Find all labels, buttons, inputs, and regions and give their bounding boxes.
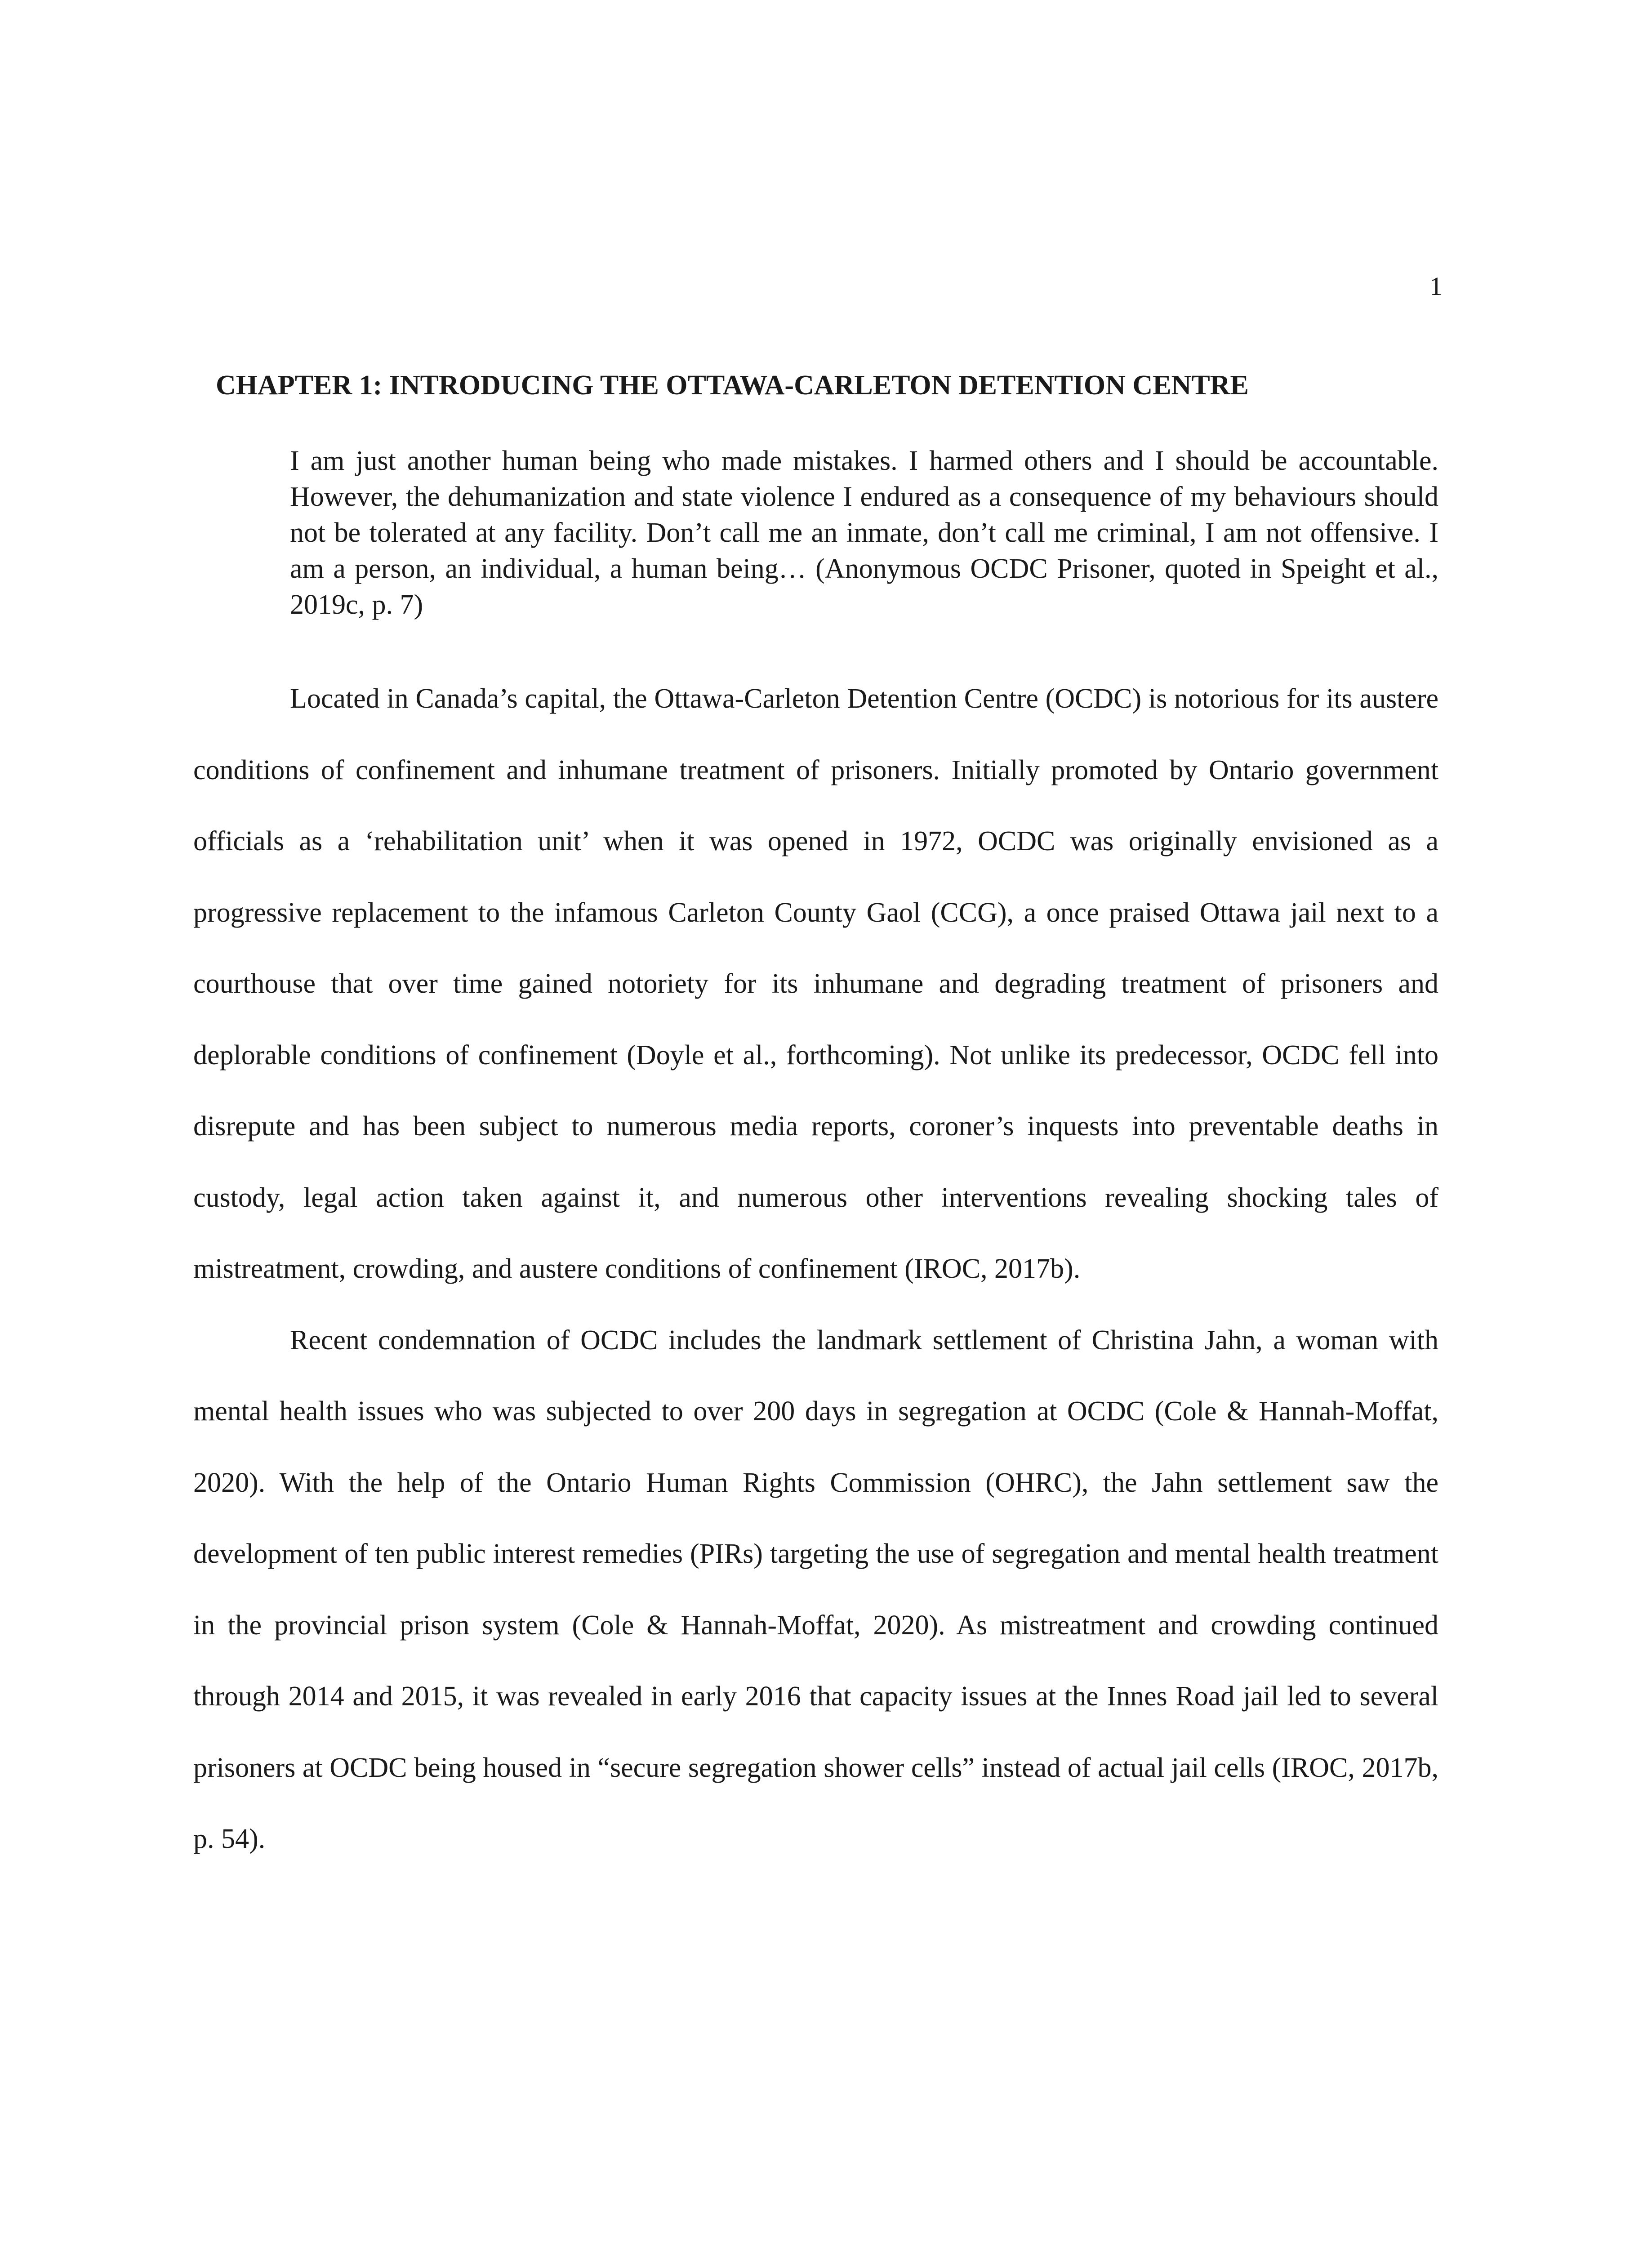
body-text [193, 663, 1438, 1875]
page-number: 1 [1429, 272, 1443, 301]
chapter-title: CHAPTER 1: INTRODUCING THE OTTAWA-CARLETON DETENTION CENTRE [216, 370, 1249, 401]
epigraph-quote: I am just another human being who made mistakes. I harmed others and I should be accountable. However, the dehumanization and state violence I endured as a consequence of my behaviours should not be tolerated at any facility. Don’t call me an inmate, don’t call me criminal, I am not offensive. I am a person, an individual, a human being… (Anonymous OCDC Prisoner, quoted in Speight et al., 2019c, p. 7) [290, 446, 1438, 620]
body-paragraph-1: Located in Canada’s capital, the Ottawa-Carleton Detention Centre (OCDC) is notorious for its austere conditions of confinement and inhumane treatment of prisoners. Initially promoted by Ontario government officials as a ‘rehabilitation unit’ when it was opened in 1972, OCDC was originally envisioned as a progressive replacement to the infamous Carleton County Gaol (CCG), a once praised Ottawa jail next to a courthouse that over time gained notoriety for its inhumane and degrading treatment of prisoners and deplorable conditions of confinement (Doyle et al., forthcoming). Not unlike its predecessor, OCDC fell into disrepute and has been subject to numerous media reports, coroner’s inquests into preventable deaths in custody, legal action taken against it, and numerous other interventions revealing shocking tales of mistreatment, crowding, and austere conditions of confinement (IROC, 2017b). [193, 683, 1438, 1284]
body-paragraph-2: Recent condemnation of OCDC includes the landmark settlement of Christina Jahn, a woman with mental health issues who was subjected to over 200 days in segregation at OCDC (Cole & Hannah-Moffat, 2020). With the help of the Ontario Human Rights Commission (OHRC), the Jahn settlement saw the development of ten public interest remedies (PIRs) targeting the use of segregation and mental health treatment in the provincial prison system (Cole & Hannah-Moffat, 2020). As mistreatment and crowding continued through 2014 and 2015, it was revealed in early 2016 that capacity issues at the Innes Road jail led to several prisoners at OCDC being housed in “secure segregation shower cells” instead of actual jail cells (IROC, 2017b, p. 54). [193, 1325, 1438, 1854]
